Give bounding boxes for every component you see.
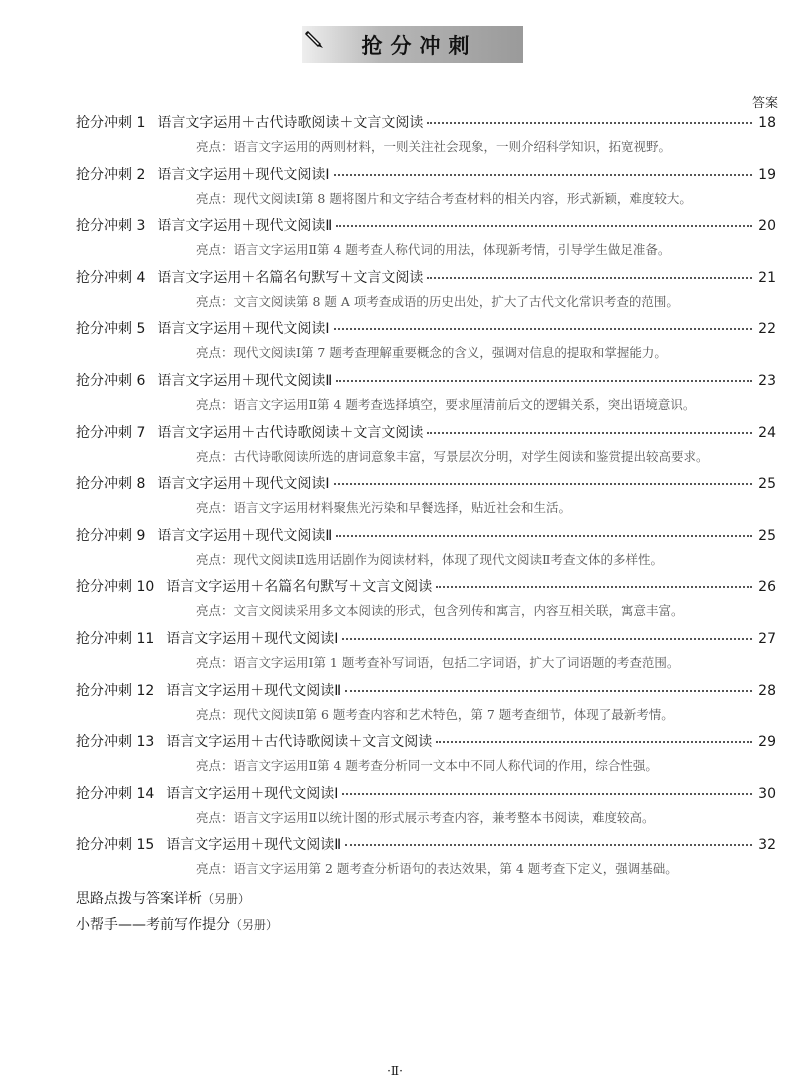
supplement-list [76,886,278,938]
toc-entry-highlight: 亮点：语言文字运用Ⅰ第 1 题考查补写词语，包括二字词语，扩大了词语题的考查范围。 [196,654,680,670]
toc-entry-highlight: 亮点：文言文阅读第 8 题 A 项考查成语的历史出处，扩大了古代文化常识考查的范围。 [196,293,679,309]
toc-entry-title: 语言文字运用＋名篇名句默写＋文言文阅读 [166,579,433,596]
toc-entry-title: 语言文字运用＋现代文阅读Ⅱ [157,372,333,389]
section-banner [302,26,523,63]
toc-entry-page: 25 [758,527,776,544]
toc-entry-label: 抢分冲刺 6 [76,372,146,389]
toc-entry[interactable] [76,731,776,783]
toc-entry-label: 抢分冲刺 15 [76,837,155,854]
toc-entry-heading [76,473,776,497]
toc-entry-heading [76,267,776,291]
toc-entry-heading [76,680,776,704]
toc-entry-highlight: 亮点：语言文字运用Ⅱ第 4 题考查分析同一文本中不同人称代词的作用，综合性强。 [196,758,658,774]
toc-entry[interactable] [76,525,776,577]
toc-entry-label: 抢分冲刺 4 [76,269,146,286]
supplement-item[interactable] [76,886,278,912]
toc-entry-title: 语言文字运用＋现代文阅读Ⅰ [166,630,339,647]
table-of-contents [76,112,776,886]
toc-entry[interactable] [76,318,776,370]
toc-entry[interactable] [76,783,776,835]
toc-entry-page: 27 [758,630,776,647]
toc-entry-heading [76,525,776,549]
dot-leader [436,586,752,588]
dot-leader [334,174,753,176]
toc-entry-title: 语言文字运用＋名篇名句默写＋文言文阅读 [157,269,424,286]
toc-entry-heading [76,834,776,858]
toc-entry-page: 23 [758,372,776,389]
toc-entry-title: 语言文字运用＋现代文阅读Ⅱ [166,682,342,699]
toc-entry-highlight: 亮点：现代文阅读Ⅱ第 6 题考查内容和艺术特色，第 7 题考查细节，体现了最新考情。 [196,706,674,722]
dot-leader [336,535,752,537]
dot-leader [427,277,752,279]
answer-column-header: 答案 [751,96,778,111]
toc-entry-page: 32 [758,837,776,854]
toc-entry-page: 25 [758,476,776,493]
toc-entry[interactable] [76,267,776,319]
dot-leader [336,380,752,382]
toc-entry-label: 抢分冲刺 10 [76,579,155,596]
toc-entry-title: 语言文字运用＋古代诗歌阅读＋文言文阅读 [157,115,424,131]
toc-entry-page: 22 [758,321,776,338]
supplement-note: （另册） [230,918,279,932]
toc-entry-label: 抢分冲刺 11 [76,630,155,647]
toc-entry-heading [76,318,776,342]
toc-entry-highlight: 亮点：现代文阅读Ⅱ选用话剧作为阅读材料，体现了现代文阅读Ⅱ考查文体的多样性。 [196,551,663,567]
toc-entry-title: 语言文字运用＋现代文阅读Ⅰ [157,166,330,183]
toc-entry-highlight: 亮点：语言文字运用的两则材料，一则关注社会现象，一则介绍科学知识，拓宽视野。 [196,139,672,154]
toc-entry-heading [76,215,776,239]
dot-leader [342,793,752,795]
toc-entry-highlight: 亮点：文言文阅读采用多文本阅读的形式，包含列传和寓言，内容互相关联，寓意丰富。 [196,603,684,619]
toc-entry-title: 语言文字运用＋现代文阅读Ⅱ [157,527,333,544]
toc-entry[interactable] [76,628,776,680]
toc-entry-highlight: 亮点：现代文阅读Ⅰ第 8 题将图片和文字结合考查材料的相关内容，形式新颖，难度较大。 [196,190,692,206]
toc-entry-page: 18 [758,115,776,131]
toc-entry-label: 抢分冲刺 2 [76,166,146,183]
toc-entry-label: 抢分冲刺 7 [76,424,146,441]
section-title: 抢分冲刺 [361,33,478,58]
dot-leader [334,483,753,485]
dot-leader [345,844,752,846]
dot-leader [336,225,752,227]
toc-entry-heading [76,370,776,394]
supplement-item[interactable] [76,912,278,938]
toc-entry[interactable] [76,215,776,267]
toc-entry-label: 抢分冲刺 12 [76,682,155,699]
toc-entry-heading [76,731,776,755]
toc-entry-title: 语言文字运用＋古代诗歌阅读＋文言文阅读 [166,734,433,751]
toc-entry-label: 抢分冲刺 14 [76,785,155,802]
supplement-title: 思路点拨与答案详析 [76,891,202,907]
toc-entry-label: 抢分冲刺 8 [76,476,146,493]
toc-entry[interactable] [76,473,776,525]
toc-entry-title: 语言文字运用＋现代文阅读Ⅱ [157,218,333,235]
toc-entry-title: 语言文字运用＋现代文阅读Ⅰ [157,321,330,338]
toc-entry-label: 抢分冲刺 1 [76,115,146,131]
toc-entry-highlight: 亮点：语言文字运用Ⅱ第 4 题考查人称代词的用法，体现新考情，引导学生做足准备。 [196,242,671,258]
toc-entry[interactable] [76,422,776,474]
toc-entry-label: 抢分冲刺 5 [76,321,146,338]
toc-entry-heading [76,576,776,600]
toc-entry-title: 语言文字运用＋古代诗歌阅读＋文言文阅读 [157,424,424,441]
toc-entry[interactable] [76,680,776,732]
toc-entry-page: 28 [758,682,776,699]
supplement-note: （另册） [202,892,251,906]
dot-leader [427,122,752,124]
toc-entry-page: 26 [758,579,776,596]
dot-leader [345,690,752,692]
toc-entry-title: 语言文字运用＋现代文阅读Ⅰ [157,476,330,493]
toc-entry[interactable] [76,834,776,886]
toc-entry-title: 语言文字运用＋现代文阅读Ⅱ [166,837,342,854]
dot-leader [334,328,753,330]
dot-leader [342,638,752,640]
dot-leader [436,741,752,743]
toc-entry-page: 29 [758,734,776,751]
toc-entry-label: 抢分冲刺 13 [76,734,155,751]
toc-entry-title: 语言文字运用＋现代文阅读Ⅰ [166,785,339,802]
supplement-title: 小帮手——考前写作提分 [76,917,230,933]
toc-entry-page: 21 [758,269,776,286]
toc-entry-highlight: 亮点：古代诗歌阅读所选的唐词意象丰富，写景层次分明，对学生阅读和鉴赏提出较高要求。 [196,448,709,464]
dot-leader [427,432,752,434]
toc-entry-heading [76,783,776,807]
toc-entry-page: 30 [758,785,776,802]
toc-entry-heading [76,422,776,446]
toc-entry-highlight: 亮点：语言文字运用第 2 题考查分析语句的表达效果，第 4 题考查下定义，强调基础。 [196,861,678,877]
toc-entry-label: 抢分冲刺 3 [76,218,146,235]
toc-entry-page: 19 [758,166,776,183]
toc-entry-heading [76,112,776,136]
toc-entry-page: 20 [758,218,776,235]
toc-entry-page: 24 [758,424,776,441]
toc-entry[interactable] [76,112,776,164]
pen-icon [304,28,326,50]
toc-entry-highlight: 亮点：语言文字运用材料聚焦光污染和早餐选择，贴近社会和生活。 [196,500,572,516]
toc-entry-label: 抢分冲刺 9 [76,527,146,544]
page-number: ·Ⅱ· [387,1064,403,1078]
toc-entry[interactable] [76,576,776,628]
toc-entry-highlight: 亮点：现代文阅读Ⅰ第 7 题考查理解重要概念的含义，强调对信息的提取和掌握能力。 [196,345,667,361]
toc-entry-highlight: 亮点：语言文字运用Ⅱ第 4 题考查选择填空，要求厘清前后文的逻辑关系，突出语境意识。 [196,396,696,412]
toc-entry[interactable] [76,164,776,216]
toc-entry-highlight: 亮点：语言文字运用Ⅱ以统计图的形式展示考查内容，兼考整本书阅读，难度较高。 [196,809,655,825]
toc-entry[interactable] [76,370,776,422]
toc-entry-heading [76,164,776,188]
toc-entry-heading [76,628,776,652]
